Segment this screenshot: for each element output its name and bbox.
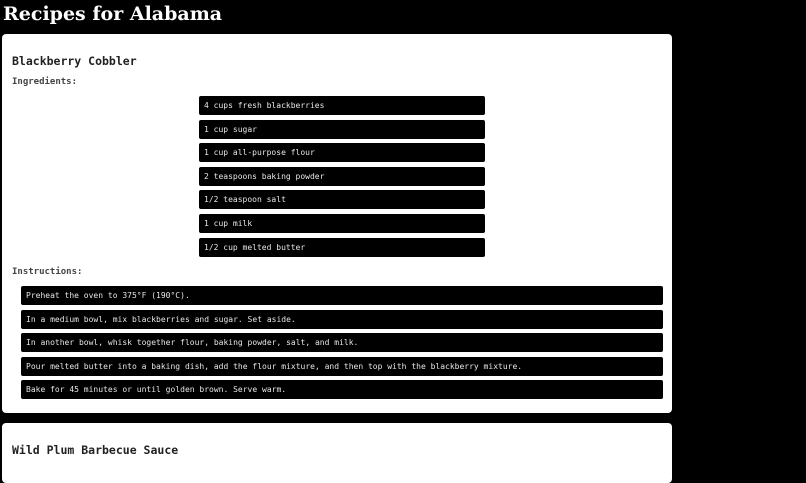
recipe-title: Blackberry Cobbler [12, 54, 137, 68]
instruction-step: In a medium bowl, mix blackberries and sugar. Set aside. [21, 310, 663, 329]
ingredient-item: 1/2 teaspoon salt [199, 190, 485, 209]
instruction-step: Pour melted butter into a baking dish, add the flour mixture, and then top with the blackberry mixture. [21, 357, 663, 376]
instruction-step: In another bowl, whisk together flour, baking powder, salt, and milk. [21, 333, 663, 352]
instruction-step: Preheat the oven to 375°F (190°C). [21, 286, 663, 305]
ingredient-item: 1/2 cup melted butter [199, 238, 485, 257]
ingredients-heading: Ingredients: [12, 77, 78, 87]
recipe-card-wild-plum-barbecue-sauce [2, 423, 672, 483]
instruction-step: Bake for 45 minutes or until golden brown. Serve warm. [21, 380, 663, 399]
ingredient-item: 2 teaspoons baking powder [199, 167, 485, 186]
instructions-heading: Instructions: [12, 267, 83, 277]
ingredient-list [199, 96, 485, 261]
ingredient-item: 1 cup sugar [199, 120, 485, 139]
recipe-card-blackberry-cobbler [2, 34, 672, 413]
ingredient-item: 1 cup all-purpose flour [199, 143, 485, 162]
ingredient-item: 1 cup milk [199, 214, 485, 233]
instruction-list [21, 286, 663, 404]
ingredient-item: 4 cups fresh blackberries [199, 96, 485, 115]
recipe-title: Wild Plum Barbecue Sauce [12, 443, 179, 457]
page-title: Recipes for Alabama [3, 3, 223, 25]
